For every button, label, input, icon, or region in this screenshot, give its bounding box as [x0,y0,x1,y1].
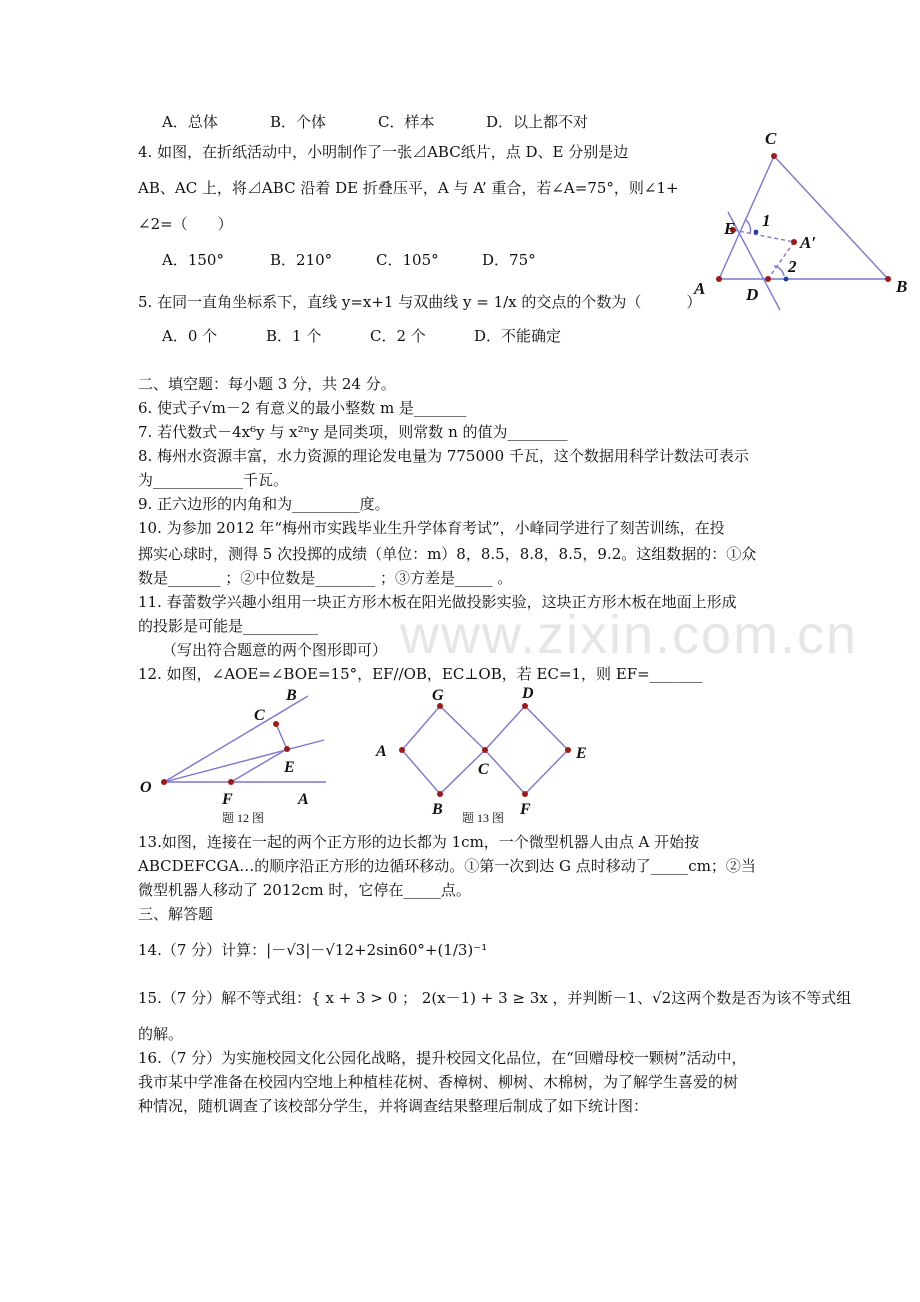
q8-line-2: 为____________千瓦。 [138,471,289,489]
q4-line-2: AB、AC 上，将⊿ABC 沿着 DE 折叠压平，A 与 A’ 重合，若∠A=75°，则∠1+ [138,179,679,197]
point-c [771,153,777,159]
q13-squares-figure [370,682,600,826]
point-c [482,747,488,753]
q4-triangle-figure [690,124,912,314]
point-b [885,276,891,282]
q4-line-1: 4. 如图，在折纸活动中，小明制作了一张⊿ABC纸片，点 D、E 分别是边 [138,143,629,161]
angle-1-marker [754,230,759,235]
point-b [437,791,443,797]
point-a [716,276,722,282]
section-2-heading: 二、填空题：每小题 3 分，共 24 分。 [138,375,396,393]
q7: 7. 若代数式－4x⁶y 与 x²ⁿy 是同类项，则常数 n 的值为________ [138,423,568,441]
fold-ea-prime [733,230,794,242]
label-g: G [432,687,444,704]
point-e [565,747,571,753]
q4-option-d: D．75° [482,251,536,269]
q12: 12. 如图，∠AOE=∠BOE=15°，EF//OB，EC⊥OB，若 EC=1，则 EF=_______ [138,665,703,683]
point-f [228,779,234,785]
fig12-caption: 题 12 图 [222,811,265,824]
label-f: F [222,791,233,808]
point-a [399,747,405,753]
label-2: 2 [788,257,797,276]
segment-ec [276,724,287,749]
q12-angle-figure [136,684,336,824]
q13-line-2: ABCDEFCGA…的顺序沿正方形的边循环移动。①第一次到达 G 点时移动了_____cm；②当 [138,857,756,875]
label-o: O [140,779,152,796]
label-c: C [254,707,265,724]
q6: 6. 使式子√m－2 有意义的最小整数 m 是_______ [138,399,467,417]
q9: 9. 正六边形的内角和为_________度。 [138,495,390,513]
watermark: www.zixin.com.cn [400,605,859,665]
q4-option-a: A．150° [162,251,224,269]
label-e: E [284,759,295,776]
q16-line-1: 16.（7 分）为实施校园文化公园化战略，提升校园文化品位，在“回赠母校一颗树”活动中， [138,1049,747,1067]
point-d [765,276,771,282]
q3-option-d: D．以上都不对 [486,113,589,131]
q15-line-2: 的解。 [138,1025,184,1043]
angle-1-arc [746,220,751,234]
q11-line-1: 11. 春蕾数学兴趣小组用一块正方形木板在阳光做投影实验，这块正方形木板在地面上形成 [138,593,737,611]
q11-line-2: 的投影是可能是__________ [138,617,319,635]
point-a-prime [791,239,797,245]
q11-line-3: （写出符合题意的两个图形即可） [162,641,388,659]
q10-line-2: 掷实心球时，测得 5 次投掷的成绩（单位：m）8，8.5，8.8，8.5，9.2。这组数据的：①众 [138,545,757,563]
ray-oe [164,740,324,782]
q4-option-c: C．105° [376,251,439,269]
square-agcb [402,706,485,794]
q13-line-3: 微型机器人移动了 2012cm 时，它停在_____点。 [138,881,471,899]
q13-line-1: 13.如图，连接在一起的两个正方形的边长都为 1cm，一个微型机器人由点 A 开始按 [138,833,700,851]
q15-line-1: 15.（7 分）解不等式组：{ x + 3 > 0 ； 2(x－1) + 3 ≥ 3x ，并判断－1、√2这两个数是否为该不等式组 [138,989,852,1007]
angle-2-marker [784,277,789,282]
q5-line-1: 5. 在同一直角坐标系下，直线 y=x+1 与双曲线 y = 1/x 的交点的个数为（ ） [138,293,702,311]
q3-option-b: B．个体 [270,113,327,131]
q5-option-b: B．1 个 [266,327,322,345]
q4-option-b: B．210° [270,251,333,269]
label-a: A [694,279,706,298]
label-b: B [286,687,297,704]
fig13-caption: 题 13 图 [462,811,505,825]
q16-line-3: 种情况，随机调查了该校部分学生，并将调查结果整理后制成了如下统计图： [138,1097,649,1115]
section-3-heading: 三、解答题 [138,905,214,923]
label-1: 1 [762,211,771,230]
q10-line-1: 10. 为参加 2012 年“梅州市实践毕业生升学体育考试”，小峰同学进行了刻苦训练，在投 [138,519,725,537]
label-c: C [478,761,489,778]
square-cdef [485,706,568,794]
label-e: E [576,745,587,762]
label-f: F [520,801,531,818]
point-d [522,703,528,709]
point-o [161,779,167,785]
label-a: A [376,743,387,760]
q5-option-a: A．0 个 [162,327,218,345]
q5-option-c: C．2 个 [370,327,426,345]
label-a: A [298,791,309,808]
point-f [522,791,528,797]
label-e: E [724,219,736,238]
q14: 14.（7 分）计算：|－√3|－√12+2sin60°+(1/3)⁻¹ [138,941,488,959]
label-a-prime: A′ [800,233,817,252]
q3-option-c: C．样本 [378,113,435,131]
q4-line-3: ∠2=（ ） [138,215,233,233]
point-e [284,746,290,752]
point-c [273,721,279,727]
label-c: C [765,129,777,148]
label-d: D [522,685,534,702]
q5-option-d: D．不能确定 [474,327,562,345]
q16-line-2: 我市某中学准备在校园内空地上种植桂花树、香樟树、柳树、木棉树，为了解学生喜爱的树 [138,1073,739,1091]
q8-line-1: 8. 梅州水资源丰富，水力资源的理论发电量为 775000 千瓦，这个数据用科学计数法可表示 [138,447,749,465]
label-b: B [896,277,908,296]
q10-line-3: 数是_______ ；②中位数是________ ；③方差是_____ 。 [138,569,513,587]
label-b: B [432,801,443,818]
segment-ef [231,749,287,782]
label-d: D [746,285,759,304]
q3-option-a: A．总体 [162,113,218,131]
